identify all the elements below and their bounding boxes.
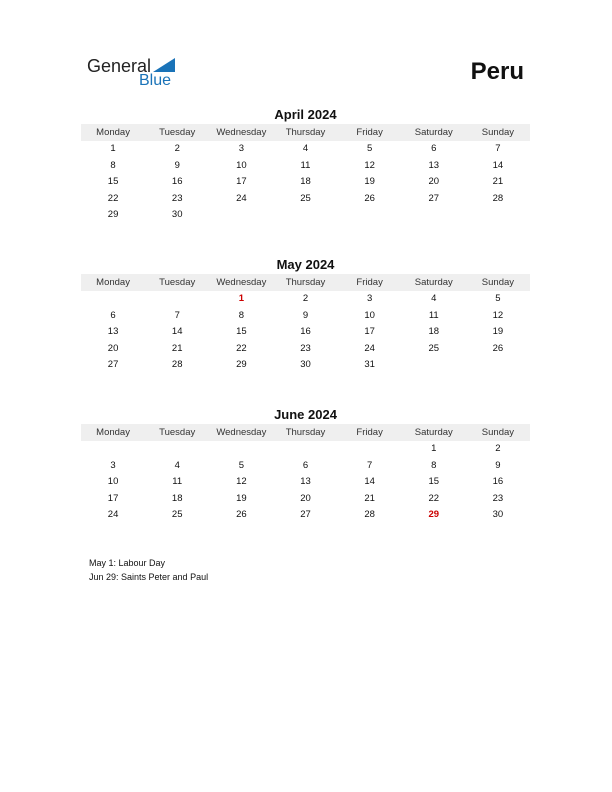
day-cell: 6	[302, 459, 309, 471]
weekday-label: Tuesday	[159, 427, 196, 438]
day-cell: 6	[431, 143, 437, 154]
holiday-notes	[89, 556, 208, 584]
day-cell: 20	[428, 176, 440, 188]
day-cell: 16	[300, 326, 311, 338]
day-cell: 18	[171, 492, 183, 504]
day-cell: 20	[107, 342, 119, 354]
day-cell: 26	[364, 192, 375, 204]
day-cell: 5	[495, 293, 501, 304]
day-cell: 1	[431, 443, 437, 454]
day-cell: 23	[171, 192, 183, 204]
empty-day-cell	[145, 291, 209, 308]
day-cell: 27	[300, 509, 311, 521]
logo-general-text: General	[87, 56, 152, 76]
week-row	[81, 174, 530, 191]
day-cell: 19	[364, 176, 375, 188]
weekday-label: Friday	[356, 277, 383, 288]
day-cell: 8	[110, 159, 116, 171]
week-row	[81, 507, 530, 524]
day-cell: 23	[492, 492, 504, 504]
weekday-label: Thursday	[285, 277, 326, 288]
weekday-header-row	[81, 124, 530, 141]
day-cell: 9	[174, 159, 180, 171]
day-cell: 2	[174, 143, 180, 154]
weekday-label: Wednesday	[216, 277, 267, 288]
day-cell: 8	[238, 309, 244, 321]
day-cell: 11	[428, 309, 439, 321]
week-row	[81, 458, 530, 475]
empty-day-cell	[209, 207, 273, 224]
weekday-label: Tuesday	[159, 127, 196, 138]
day-cell: 24	[236, 192, 247, 204]
day-cell: 28	[171, 359, 183, 371]
week-row	[81, 291, 530, 308]
day-cell: 3	[366, 293, 373, 304]
day-cell: 22	[428, 492, 440, 504]
week-row	[81, 158, 530, 175]
generalblue-logo	[87, 56, 187, 96]
day-cell: 25	[428, 342, 440, 354]
day-cell: 14	[492, 159, 504, 171]
day-cell: 14	[171, 326, 183, 338]
weekday-label: Saturday	[414, 127, 453, 138]
day-cell: 29	[236, 359, 247, 371]
weekday-label: Thursday	[285, 127, 326, 138]
day-cell: 21	[492, 176, 504, 188]
day-cell: 10	[236, 159, 247, 171]
holiday-note: May 1: Labour Day	[89, 558, 166, 568]
month-calendar-april	[81, 106, 530, 224]
weekday-label: Wednesday	[216, 427, 267, 438]
day-cell: 17	[107, 492, 119, 504]
weekday-label: Monday	[96, 427, 130, 438]
day-cell: 30	[300, 359, 311, 371]
day-cell: 11	[300, 159, 311, 171]
empty-day-cell	[402, 357, 466, 374]
day-cell: 31	[364, 359, 375, 371]
week-row	[81, 308, 530, 325]
weekday-label: Saturday	[414, 277, 453, 288]
day-cell: 30	[492, 509, 504, 521]
day-cell: 16	[171, 176, 183, 188]
empty-day-cell	[273, 441, 337, 458]
week-row	[81, 207, 530, 224]
holiday-day-cell: 1	[238, 293, 244, 304]
day-cell: 28	[364, 509, 375, 521]
day-cell: 2	[302, 293, 309, 304]
day-cell: 15	[107, 176, 119, 188]
country-title: Peru	[470, 58, 524, 85]
empty-day-cell	[466, 357, 530, 374]
day-cell: 19	[236, 492, 247, 504]
weekday-label: Sunday	[481, 427, 515, 438]
day-cell: 21	[171, 342, 183, 354]
day-cell: 4	[431, 293, 437, 304]
weekday-label: Monday	[96, 127, 130, 138]
day-cell: 13	[428, 159, 440, 171]
empty-day-cell	[81, 291, 145, 308]
day-cell: 3	[110, 459, 116, 471]
day-cell: 3	[238, 143, 244, 154]
empty-day-cell	[145, 441, 209, 458]
day-cell: 22	[236, 342, 247, 354]
day-cell: 17	[364, 326, 375, 338]
day-cell: 12	[364, 159, 375, 171]
day-cell: 16	[492, 476, 504, 488]
day-cell: 19	[492, 326, 504, 338]
day-cell: 28	[492, 192, 504, 204]
empty-day-cell	[81, 441, 145, 458]
day-cell: 17	[236, 176, 247, 188]
week-row	[81, 141, 530, 158]
day-cell: 15	[236, 326, 247, 338]
month-calendar-june	[81, 406, 530, 524]
day-cell: 12	[492, 309, 504, 321]
weekday-label: Saturday	[414, 427, 453, 438]
week-row	[81, 474, 530, 491]
day-cell: 25	[300, 192, 311, 204]
day-cell: 2	[495, 443, 501, 454]
weekday-label: Friday	[356, 127, 383, 138]
day-cell: 8	[431, 459, 437, 471]
week-row	[81, 341, 530, 358]
month-title: May 2024	[276, 257, 335, 272]
day-cell: 6	[110, 309, 116, 321]
weekday-label: Sunday	[481, 277, 515, 288]
logo-blue-text: Blue	[139, 72, 172, 89]
weekday-label: Thursday	[285, 427, 326, 438]
day-cell: 5	[238, 459, 244, 471]
empty-day-cell	[209, 441, 273, 458]
day-cell: 10	[364, 309, 375, 321]
day-cell: 4	[174, 459, 180, 471]
week-row	[81, 491, 530, 508]
month-title: June 2024	[274, 407, 337, 422]
weekday-label: Sunday	[481, 127, 515, 138]
day-cell: 9	[495, 459, 501, 471]
day-cell: 27	[107, 359, 119, 371]
day-cell: 9	[302, 309, 309, 321]
month-calendar-may	[81, 256, 530, 374]
day-cell: 18	[300, 176, 311, 188]
weekday-label: Tuesday	[159, 277, 196, 288]
weekday-header-row	[81, 424, 530, 441]
day-cell: 13	[107, 326, 119, 338]
day-cell: 23	[300, 342, 311, 354]
day-cell: 29	[107, 209, 119, 221]
day-cell: 12	[236, 476, 247, 488]
empty-day-cell	[273, 207, 337, 224]
holiday-day-cell: 29	[428, 509, 440, 521]
empty-day-cell	[466, 207, 530, 224]
weekday-header-row	[81, 274, 530, 291]
holiday-note: Jun 29: Saints Peter and Paul	[89, 572, 209, 582]
day-cell: 5	[366, 143, 373, 154]
day-cell: 24	[364, 342, 375, 354]
month-title: April 2024	[274, 107, 337, 122]
day-cell: 7	[174, 309, 180, 321]
day-cell: 10	[107, 476, 119, 488]
day-cell: 20	[300, 492, 311, 504]
day-cell: 21	[364, 492, 375, 504]
day-cell: 24	[107, 509, 119, 521]
week-row	[81, 324, 530, 341]
day-cell: 25	[171, 509, 183, 521]
empty-day-cell	[338, 441, 402, 458]
week-row	[81, 441, 530, 458]
day-cell: 4	[302, 143, 309, 154]
day-cell: 30	[171, 209, 183, 221]
empty-day-cell	[338, 207, 402, 224]
weekday-label: Monday	[96, 277, 130, 288]
weekday-label: Wednesday	[216, 127, 267, 138]
week-row	[81, 191, 530, 208]
day-cell: 22	[107, 192, 119, 204]
day-cell: 11	[172, 476, 183, 488]
day-cell: 26	[492, 342, 504, 354]
day-cell: 15	[428, 476, 440, 488]
day-cell: 13	[300, 476, 311, 488]
day-cell: 1	[110, 143, 116, 154]
day-cell: 27	[428, 192, 440, 204]
weekday-label: Friday	[356, 427, 383, 438]
logo-triangle-icon	[153, 58, 175, 72]
day-cell: 26	[236, 509, 247, 521]
empty-day-cell	[402, 207, 466, 224]
week-row	[81, 357, 530, 374]
day-cell: 7	[495, 143, 501, 154]
day-cell: 7	[366, 459, 373, 471]
day-cell: 18	[428, 326, 440, 338]
day-cell: 14	[364, 476, 375, 488]
page-header	[0, 0, 612, 100]
